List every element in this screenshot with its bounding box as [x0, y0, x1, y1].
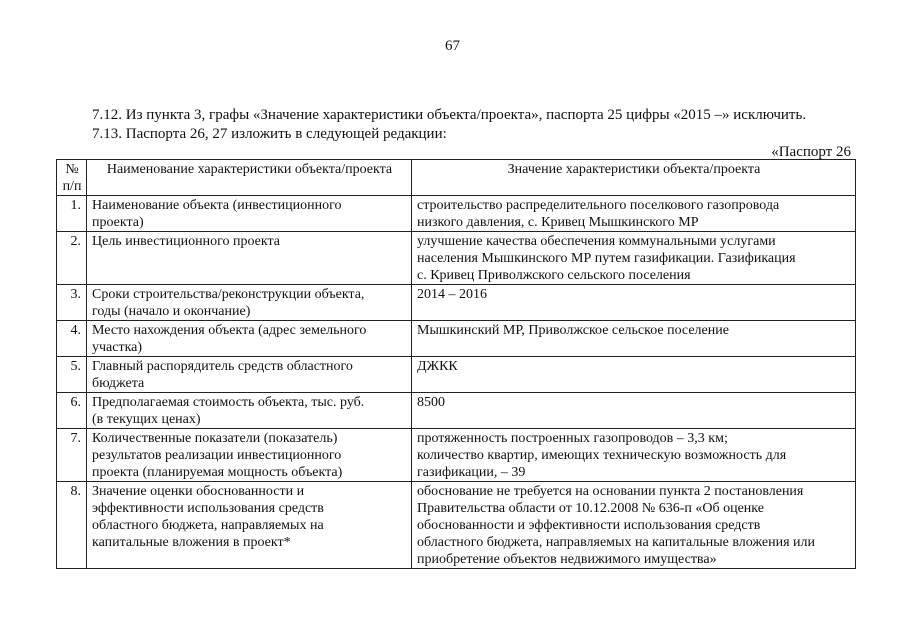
characteristic-name-line: Место нахождения объекта (адрес земельного — [92, 323, 367, 338]
characteristic-name-cell — [87, 429, 412, 482]
characteristic-name-line: Наименование объекта (инвестиционного — [92, 198, 342, 213]
characteristic-value-cell — [412, 232, 856, 285]
header-name: Наименование характеристики объекта/проекта — [87, 160, 412, 196]
header-num — [57, 160, 87, 196]
page-number: 67 — [445, 38, 460, 54]
passport-table — [56, 159, 856, 569]
table-row — [57, 393, 856, 429]
table-row — [57, 321, 856, 357]
characteristic-value-line: с. Кривец Приволжского сельского поселения — [417, 268, 691, 283]
characteristic-value-cell — [412, 285, 856, 321]
characteristic-value-line: населения Мышкинского МР путем газификации. Газификация — [417, 251, 796, 266]
table-row — [57, 357, 856, 393]
row-number: 2. — [57, 232, 87, 285]
characteristic-name-line: годы (начало и окончание) — [92, 304, 251, 319]
table-header-row — [57, 160, 856, 196]
characteristic-value-cell — [412, 482, 856, 569]
row-number: 7. — [57, 429, 87, 482]
row-number: 8. — [57, 482, 87, 569]
paragraph-7-12: 7.12. Из пункта 3, графы «Значение характеристики объекта/проекта», паспорта 25 цифры «2015 –» исключить. — [92, 107, 807, 123]
table-row — [57, 196, 856, 232]
characteristic-name-cell — [87, 321, 412, 357]
characteristic-value-cell — [412, 429, 856, 482]
characteristic-value-line: ДЖКК — [417, 359, 458, 374]
characteristic-name-line: Сроки строительства/реконструкции объекта, — [92, 287, 365, 302]
passport-label: «Паспорт 26 — [771, 144, 851, 160]
characteristic-name-line: эффективности использования средств — [92, 501, 324, 516]
characteristic-name-line: капитальные вложения в проект* — [92, 535, 291, 550]
characteristic-name-cell — [87, 393, 412, 429]
paragraph-7-13: 7.13. Паспорта 26, 27 изложить в следующей редакции: — [92, 126, 447, 142]
characteristic-name-line: проекта) — [92, 215, 144, 230]
characteristic-value-line: Мышкинский МР, Приволжское сельское поселение — [417, 323, 729, 338]
header-num-line: п/п — [62, 179, 82, 194]
row-number: 1. — [57, 196, 87, 232]
characteristic-value-line: количество квартир, имеющих техническую возможность для — [417, 448, 787, 463]
characteristic-name-line: Количественные показатели (показатель) — [92, 431, 338, 446]
characteristic-value-line: областного бюджета, направляемых на капитальные вложения или — [417, 535, 816, 550]
characteristic-name-line: Цель инвестиционного проекта — [92, 234, 280, 249]
characteristic-value-line: 2014 – 2016 — [417, 287, 487, 302]
row-number: 3. — [57, 285, 87, 321]
characteristic-value-line: обоснование не требуется на основании пункта 2 постановления — [417, 484, 804, 499]
characteristic-name-cell — [87, 482, 412, 569]
characteristic-name-cell — [87, 196, 412, 232]
characteristic-name-line: Главный распорядитель средств областного — [92, 359, 353, 374]
characteristic-name-line: результатов реализации инвестиционного — [92, 448, 342, 463]
characteristic-value-line: газификации, – 39 — [417, 465, 526, 480]
characteristic-value-cell — [412, 393, 856, 429]
header-num-line: № — [65, 162, 79, 177]
characteristic-value-line: приобретение объектов недвижимого имущества» — [417, 552, 717, 567]
header-value: Значение характеристики объекта/проекта — [412, 160, 856, 196]
characteristic-value-line: улучшение качества обеспечения коммунальными услугами — [417, 234, 776, 249]
characteristic-value-cell — [412, 196, 856, 232]
table-body — [57, 196, 856, 569]
row-number: 4. — [57, 321, 87, 357]
characteristic-name-line: (в текущих ценах) — [92, 412, 201, 427]
characteristic-name-cell — [87, 232, 412, 285]
characteristic-value-line: обоснованности и эффективности использования средств — [417, 518, 761, 533]
table-row — [57, 232, 856, 285]
characteristic-value-line: Правительства области от 10.12.2008 № 636-п «Об оценке — [417, 501, 764, 516]
characteristic-name-cell — [87, 357, 412, 393]
row-number: 5. — [57, 357, 87, 393]
characteristic-value-cell — [412, 321, 856, 357]
characteristic-value-line: протяженность построенных газопроводов – 3,3 км; — [417, 431, 728, 446]
characteristic-name-line: бюджета — [92, 376, 145, 391]
table-row — [57, 429, 856, 482]
characteristic-name-line: областного бюджета, направляемых на — [92, 518, 324, 533]
table-row — [57, 285, 856, 321]
characteristic-name-line: участка) — [92, 340, 143, 355]
characteristic-name-cell — [87, 285, 412, 321]
characteristic-name-line: проекта (планируемая мощность объекта) — [92, 465, 343, 480]
characteristic-value-line: низкого давления, с. Кривец Мышкинского МР — [417, 215, 699, 230]
characteristic-name-line: Предполагаемая стоимость объекта, тыс. руб. — [92, 395, 365, 410]
characteristic-value-cell — [412, 357, 856, 393]
characteristic-name-line: Значение оценки обоснованности и — [92, 484, 305, 499]
table-row — [57, 482, 856, 569]
characteristic-value-line: строительство распределительного поселкового газопровода — [417, 198, 780, 213]
row-number: 6. — [57, 393, 87, 429]
characteristic-value-line: 8500 — [417, 395, 445, 410]
